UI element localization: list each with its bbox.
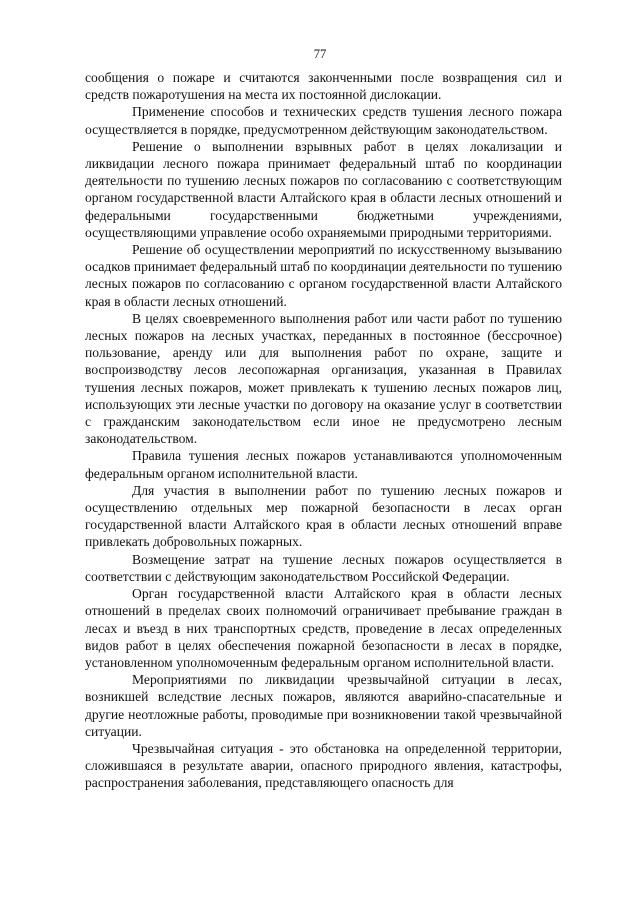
paragraph-blasting-works: Решение о выполнении взрывных работ в целях локализации и ликвидации лесного пожара принимает федеральный штаб по координации деятельности по тушению лесных пожаров по согласованию с соответствующим органом государственной власти Алтайского края в области лесных отношений и федеральными государственными бюджетными учреждениями, осуществляющими управление особо охраняемыми природными территориями. bbox=[85, 138, 562, 240]
paragraph-cost-reimbursement: Возмещение затрат на тушение лесных пожаров осуществляется в соответствии с действующим законодательством Российской Федерации. bbox=[85, 551, 562, 584]
page-number: 77 bbox=[313, 47, 327, 61]
paragraph-artificial-precipitation: Решение об осуществлении мероприятий по искусственному вызыванию осадков принимает федеральный штаб по координации деятельности по тушению лесных пожаров по согласованию с органом государственной власти Алтайского края в области лесных отношений. bbox=[85, 242, 562, 309]
paragraph-emergency-measures: Мероприятиями по ликвидации чрезвычайной ситуации в лесах, возникшей вследствие лесных пожаров, являются аварийно-спасательные и другие неотложные работы, проводимые при возникновении такой чрезвычайной ситуации. bbox=[85, 672, 562, 739]
paragraph-continuation: сообщения о пожаре и считаются законченными после возвращения сил и средств пожаротушения на места их постоянной дислокации. bbox=[85, 70, 562, 103]
paragraph-emergency-definition: Чрезвычайная ситуация - это обстановка на определенной территории, сложившаяся в результате аварии, опасного природного явления, катастрофы, распространения заболевания, представляющего опасность для bbox=[85, 740, 562, 791]
paragraph-volunteer-firefighters: Для участия в выполнении работ по тушению лесных пожаров и осуществлению отдельных мер пожарной безопасности в лесах орган государственной власти Алтайского края в области лесных отношений вправе привлекать добровольных пожарных. bbox=[85, 482, 562, 550]
paragraph-extinguishing-rules: Правила тушения лесных пожаров устанавливаются уполномоченным федеральным органом исполнительной власти. bbox=[85, 448, 562, 481]
paragraph-access-restrictions: Орган государственной власти Алтайского края в области лесных отношений в пределах своих полномочий ограничивает пребывание граждан в лесах и въезд в них транспортных средств, проведение в лесах определенных видов работ в целях обеспечения пожарной безопасности в лесах в порядке, установленном уполномоченным федеральным органом исполнительной власти. bbox=[85, 586, 562, 670]
body-text bbox=[85, 69, 562, 792]
paragraph-involving-forest-users: В целях своевременного выполнения работ или части работ по тушению лесных пожаров на лесных участках, переданных в постоянное (бессрочное) пользование, аренду или для выполнения работ по охране, защите и воспроизводству лесов лесопожарная организация, указанная в Правилах тушения лесных пожаров, может привлекать к тушению лесных пожаров лиц, использующих эти лесные участки по договору на оказание услуг в соответствии с гражданским законодательством если иное не предусмотрено лесным законодательством. bbox=[85, 310, 562, 447]
paragraph-extinguishing-methods: Применение способов и технических средств тушения лесного пожара осуществляется в порядке, предусмотренном действующим законодательством. bbox=[85, 104, 562, 137]
